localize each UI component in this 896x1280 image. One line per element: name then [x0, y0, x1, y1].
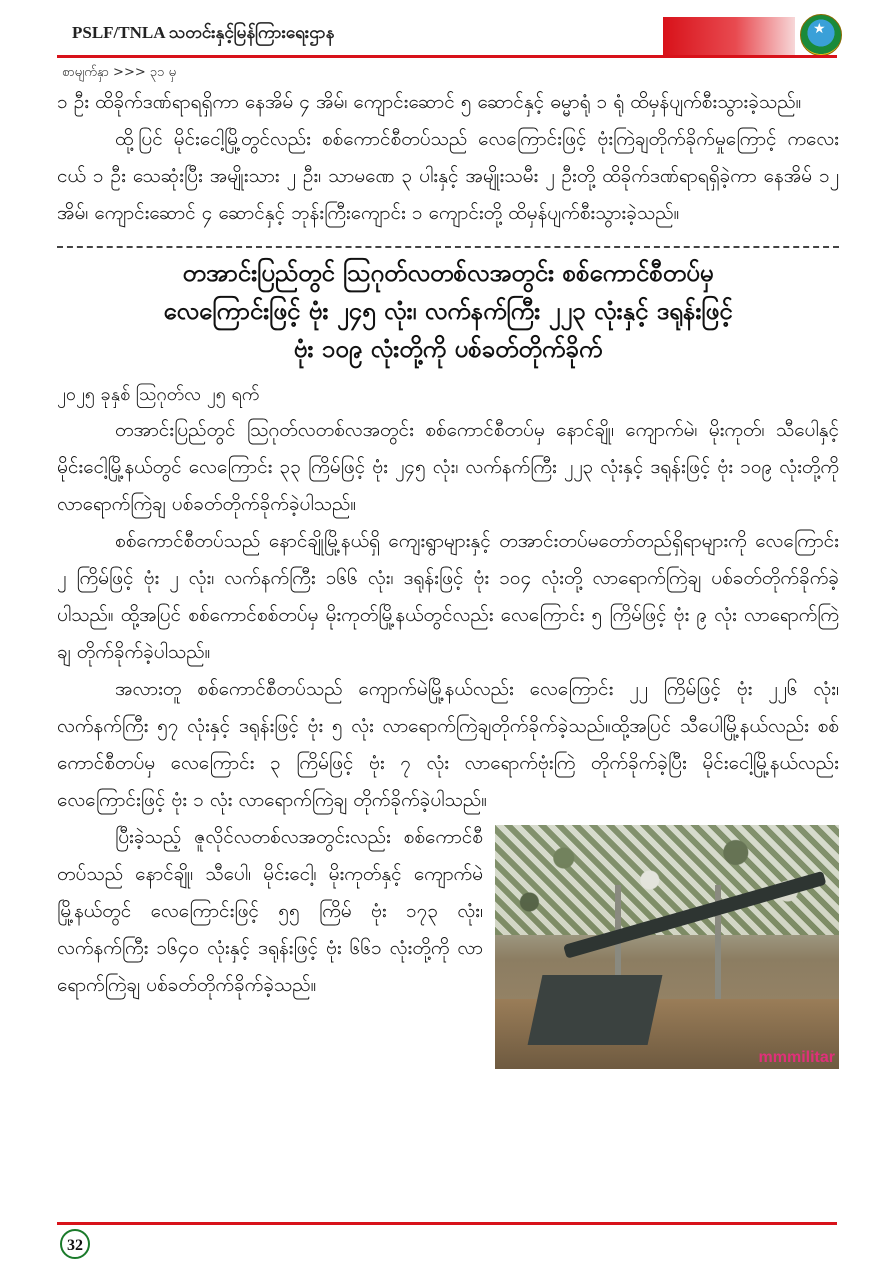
article-paragraph: စစ်ကောင်စီတပ်သည် နောင်ချိုမြို့နယ်ရှိ ကျေးရွာများနှင့် တအာင်းတပ်မတော်တည်ရှိရာများကို လေကြောင်း ၂ ကြိမ်ဖြင့် ဗုံး ၂ လုံး၊ လက်နက်ကြီး ၁၆၆ လုံး၊ ဒရုန်းဖြင့် ဗုံး ၁၀၄ လုံးတို့ လာရောက်ကြဲချ ပစ်ခတ်တိုက်ခိုက်ခဲ့ပါသည်။ ထို့အပြင် စစ်ကောင်စစ်တပ်မှ မိုးကုတ်မြို့နယ်တွင်လည်း လေကြောင်း ၅ ကြိမ်ဖြင့် ဗုံး ၉ လုံး လာရောက်ကြဲချ တိုက်ခိုက်ခဲ့ပါသည်။: [57, 530, 839, 663]
header-accent-bar: [663, 17, 795, 55]
breadcrumb: စာမျက်နှာ >>> ၃၁ မှ: [62, 65, 177, 80]
page-content: [57, 84, 839, 1075]
photo-watermark: mmmilitar: [758, 1049, 835, 1066]
headline-line: ဗုံး ၁၀၉ လုံးတို့ကို ပစ်ခတ်တိုက်ခိုက်: [293, 335, 603, 363]
section-divider: [57, 246, 839, 248]
article-paragraph: အလားတူ စစ်ကောင်စီတပ်သည် ကျောက်မဲမြို့နယ်လည်း လေကြောင်း ၂၂ ကြိမ်ဖြင့် ဗုံး ၂၂၆ လုံး၊ လက်နက်ကြီး ၅၇ လုံးနှင့် ဒရုန်းဖြင့် ဗုံး ၅ လုံး လာရောက်ကြဲချတိုက်ခိုက်ခဲ့သည်။ထို့အပြင် သီပေါမြို့နယ်လည်း စစ်ကောင်စီတပ်မှ လေကြောင်း ၃ ကြိမ်ဖြင့် ဗုံး ၇ လုံး လာရောက်ဗုံးကြဲ တိုက်ခိုက်ခဲ့ပြီး မိုင်းငေါ့မြို့နယ်လည်း လေကြောင်းဖြင့် ဗုံး ၁ လုံး လာရောက်ကြဲချ တိုက်ခိုက်ခဲ့ပါသည်။: [57, 678, 839, 811]
headline-line: တအာင်းပြည်တွင် ဩဂုတ်လတစ်လအတွင်း စစ်ကောင်စီတပ်မှ: [182, 259, 714, 287]
star-icon: ★: [813, 21, 826, 37]
intro-paragraph: ထို့ပြင် မိုင်းငေါ့မြို့တွင်လည်း စစ်ကောင်စီတပ်သည် လေကြောင်းဖြင့် ဗုံးကြဲချတိုက်ခိုက်မှုကြောင့် ကလေးငယ် ၁ ဦး သေဆုံးပြီး အမျိုးသား ၂ ဦး၊ သာမဏေ ၃ ပါးနှင့် အမျိုးသမီး ၂ ဦးတို့ ထိခိုက်ဒဏ်ရာရရှိခဲ့ကာ နေအိမ် ၁၂ အိမ်၊ ကျောင်းဆောင် ၄ ဆောင်နှင့် ဘုန်းကြီးကျောင်း ၁ ကျောင်းတို့ ထိမှန်ပျက်စီးသွားခဲ့သည်။: [57, 128, 839, 224]
headline-line: လေကြောင်းဖြင့် ဗုံး ၂၄၅ လုံး၊ လက်နက်ကြီး ၂၂၃ လုံးနှင့် ဒရုန်းဖြင့်: [163, 297, 733, 325]
header-divider: [57, 55, 837, 58]
page-header: [0, 0, 896, 60]
article-headline: [57, 254, 839, 368]
footer-divider: [57, 1222, 837, 1225]
article-date: ၂၀၂၅ ခုနှစ် ဩဂုတ်လ ၂၅ ရက်: [57, 384, 260, 405]
howitzer-body: [528, 975, 663, 1045]
organization-emblem-icon: [800, 14, 842, 56]
intro-paragraph: ၁ ဦး ထိခိုက်ဒဏ်ရာရရှိကာ နေအိမ် ၄ အိမ်၊ ကျောင်းဆောင် ၅ ဆောင်နှင့် ဓမ္မာရုံ ၁ ရုံ ထိမှန်ပျက်စီးသွားခဲ့သည်။: [57, 91, 802, 113]
page-number: 32: [60, 1229, 90, 1259]
artillery-photo: [495, 825, 839, 1069]
article-paragraph: ပြီးခဲ့သည့် ဇူလိုင်လတစ်လအတွင်းလည်း စစ်ကောင်စီတပ်သည် နောင်ချို၊ သီပေါ၊ မိုင်းငေါ့၊ မိုးကုတ်နှင့် ကျောက်မဲမြို့နယ်တွင် လေကြောင်းဖြင့် ၅၅ ကြိမ် ဗုံး ၁၇၃ လုံး၊ လက်နက်ကြီး ၁၆၄၀ လုံးနှင့် ဒရုန်းဖြင့် ဗုံး ၆၆၁ လုံးတို့ကို လာရောက်ကြဲချ ပစ်ခတ်တိုက်ခိုက်ခဲ့သည်။: [57, 826, 483, 996]
article-paragraph: တအာင်းပြည်တွင် ဩဂုတ်လတစ်လအတွင်း စစ်ကောင်စီတပ်မှ နောင်ချို၊ ကျောက်မဲ၊ မိုးကုတ်၊ သီပေါနှင့် မိုင်းငေါ့မြို့နယ်တွင် လေကြောင်း ၃၃ ကြိမ်ဖြင့် ဗုံး ၂၄၅ လုံး၊ လက်နက်ကြီး ၂၂၃ လုံးနှင့် ဒရုန်းဖြင့် ဗုံး ၁၀၉ လုံးတို့ကို လာရောက်ကြဲချ ပစ်ခတ်တိုက်ခိုက်ခဲ့ပါသည်။: [57, 419, 839, 515]
photo-text-block: [57, 819, 839, 1066]
publication-title: PSLF/TNLA သတင်းနှင့်မြန်ကြားရေးဌာန: [72, 23, 335, 42]
